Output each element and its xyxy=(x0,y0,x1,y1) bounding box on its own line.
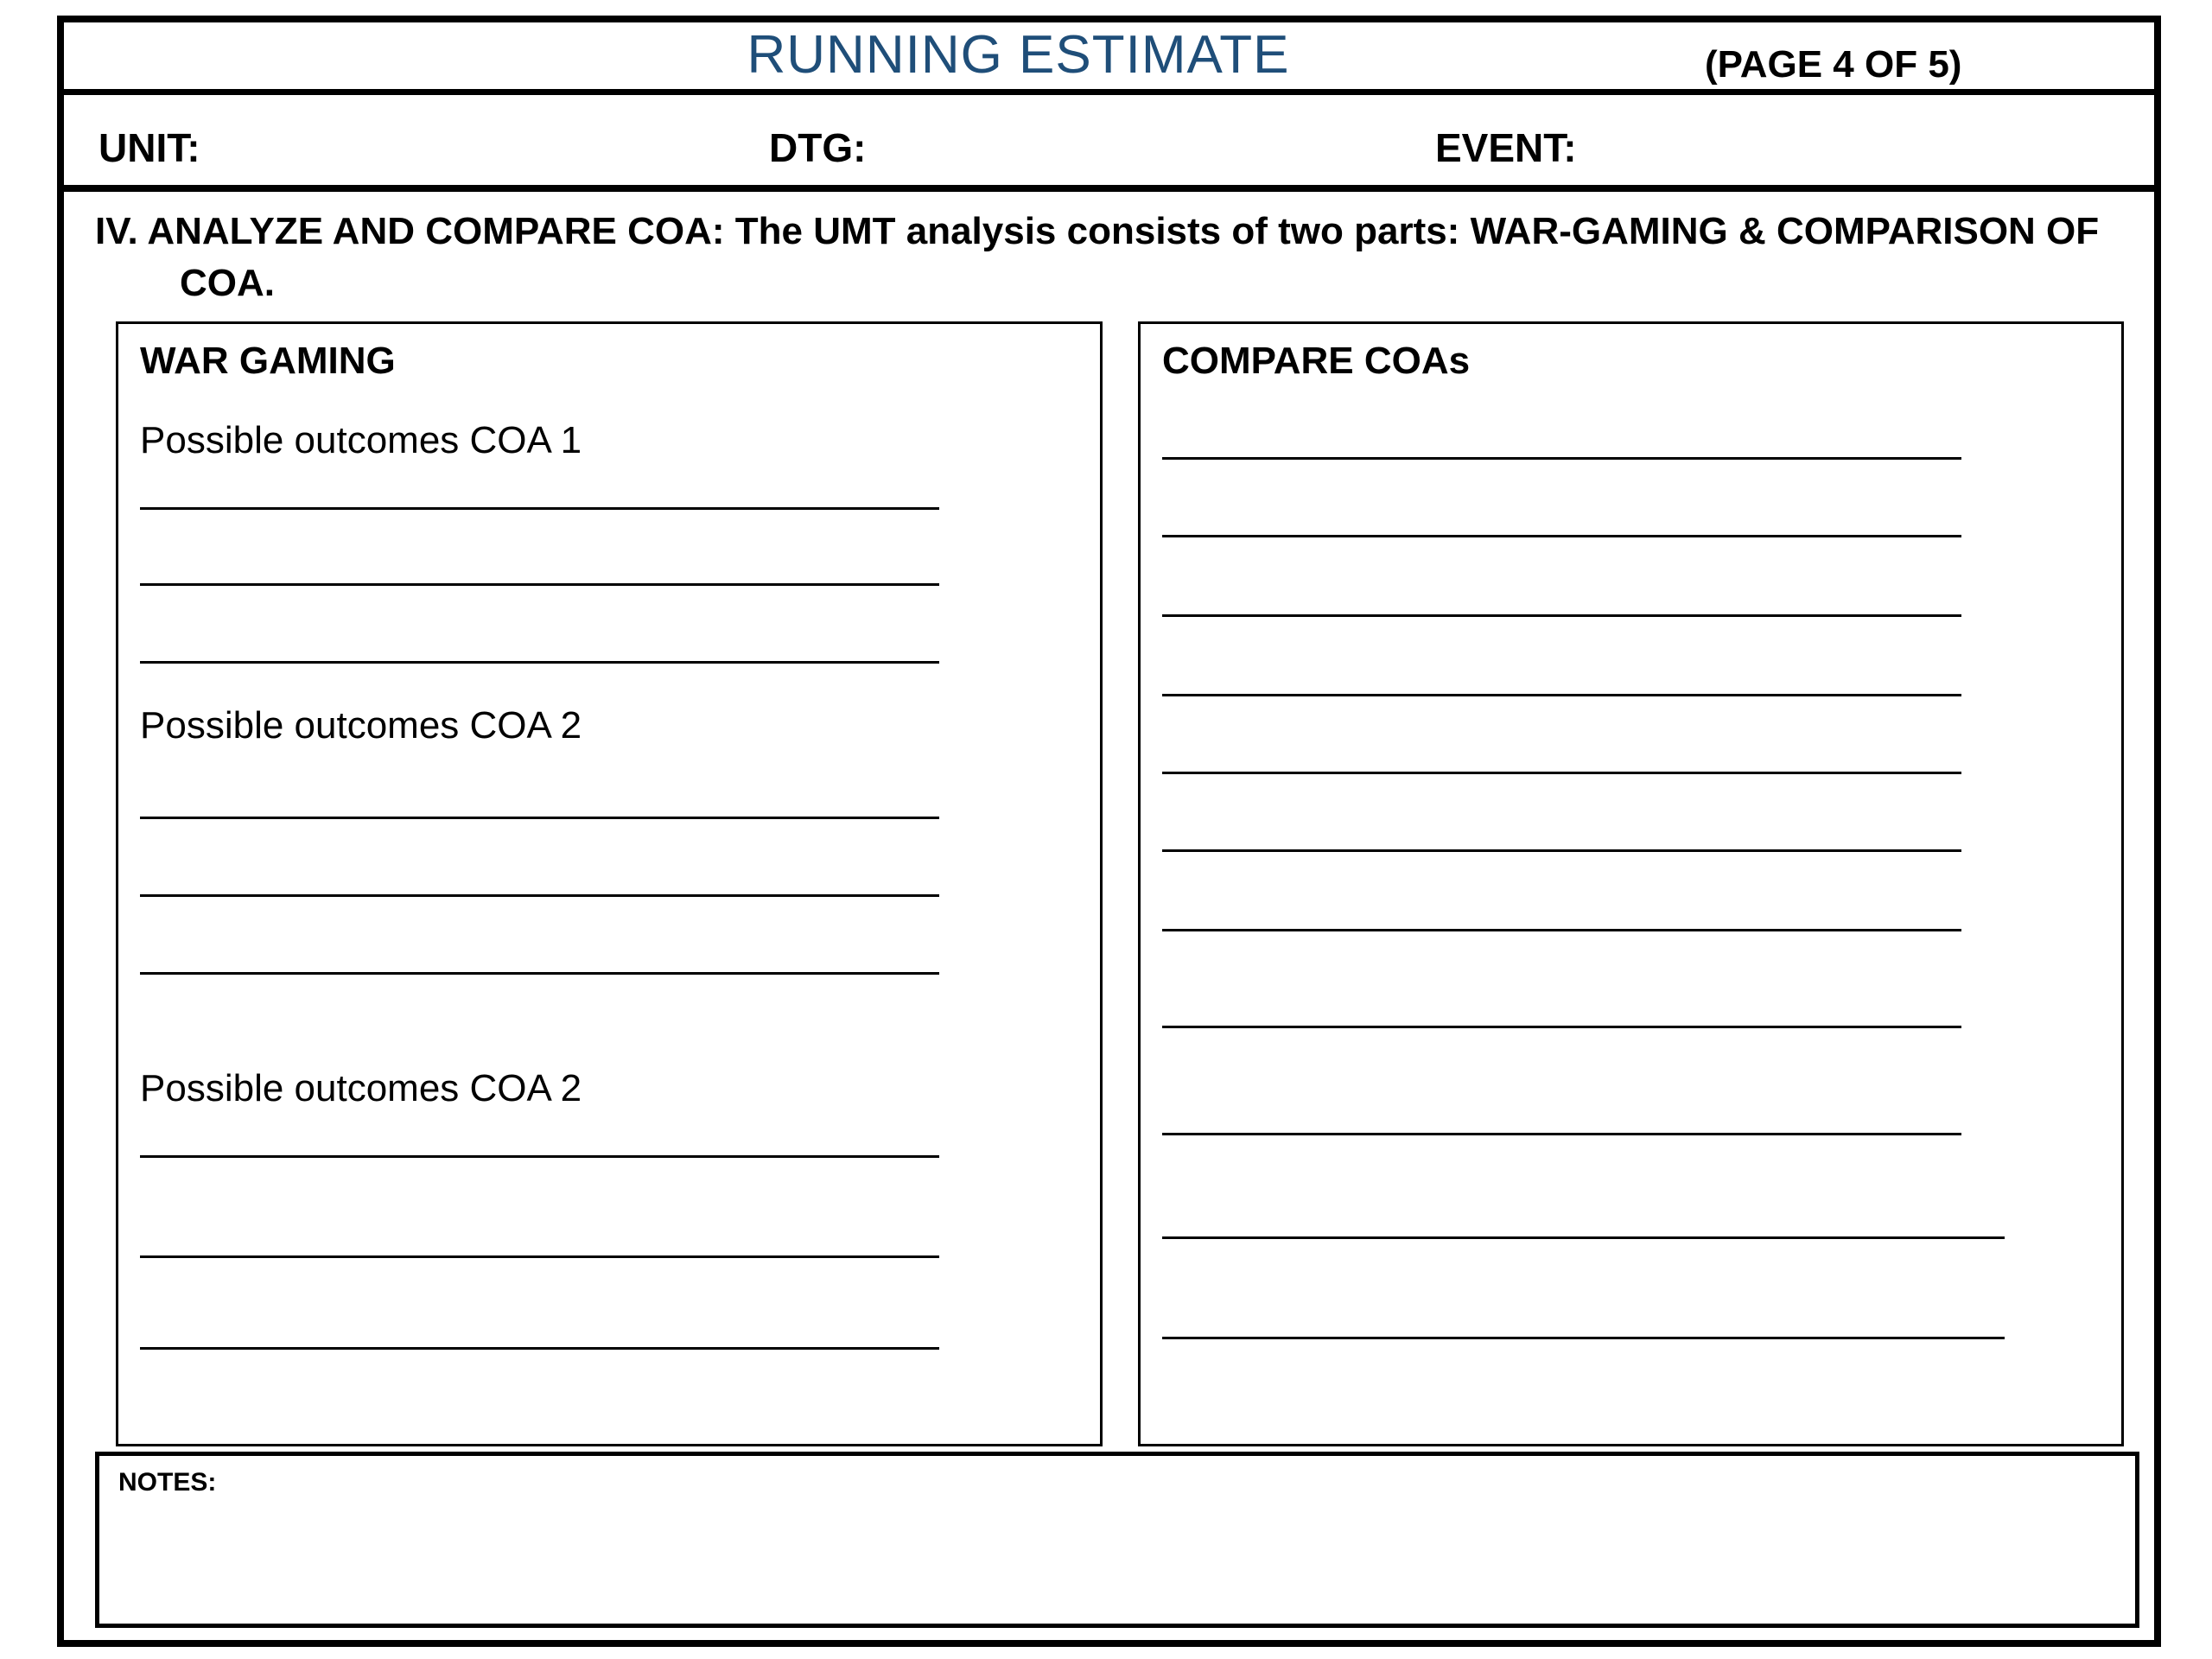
coa-1-write-line[interactable] xyxy=(140,507,939,510)
compare-coas-panel xyxy=(1138,321,2124,1446)
form-title: RUNNING ESTIMATE xyxy=(747,25,1290,85)
section-heading xyxy=(95,206,2100,309)
compare-write-line[interactable] xyxy=(1162,457,1961,460)
dtg-label: DTG: xyxy=(769,125,867,170)
page-indicator: (PAGE 4 OF 5) xyxy=(1705,43,1962,86)
compare-write-line[interactable] xyxy=(1162,694,1961,696)
running-estimate-form xyxy=(57,16,2161,1647)
coa-2-write-line[interactable] xyxy=(140,894,939,897)
notes-box[interactable] xyxy=(95,1452,2139,1628)
section-heading-line2: COA. xyxy=(180,262,275,304)
coa-1-write-line[interactable] xyxy=(140,661,939,664)
coa-3-label: Possible outcomes COA 2 xyxy=(140,1067,582,1109)
coa-1-write-line[interactable] xyxy=(140,583,939,586)
coa-2-label: Possible outcomes COA 2 xyxy=(140,704,582,747)
event-label: EVENT: xyxy=(1435,125,1577,170)
coa-1-label: Possible outcomes COA 1 xyxy=(140,419,582,461)
compare-write-line[interactable] xyxy=(1162,1026,1961,1028)
coa-3-write-line[interactable] xyxy=(140,1347,939,1350)
compare-coas-title: COMPARE COAs xyxy=(1162,340,1471,382)
coa-3-write-line[interactable] xyxy=(140,1155,939,1158)
section-heading-line1: IV. ANALYZE AND COMPARE COA: The UMT analysis consists of two parts: WAR-GAMING & COMPARISON OF xyxy=(95,210,2100,252)
compare-write-line[interactable] xyxy=(1162,1337,2005,1339)
compare-write-line[interactable] xyxy=(1162,772,1961,774)
compare-write-line[interactable] xyxy=(1162,1236,2005,1239)
coa-2-write-line[interactable] xyxy=(140,972,939,975)
coa-2-write-line[interactable] xyxy=(140,817,939,819)
compare-write-line[interactable] xyxy=(1162,614,1961,617)
war-gaming-panel xyxy=(116,321,1103,1446)
notes-label: NOTES: xyxy=(118,1468,217,1497)
header-row xyxy=(64,95,2154,192)
compare-write-line[interactable] xyxy=(1162,535,1961,537)
war-gaming-title: WAR GAMING xyxy=(140,340,396,382)
unit-label: UNIT: xyxy=(99,125,200,170)
coa-3-write-line[interactable] xyxy=(140,1255,939,1258)
compare-write-line[interactable] xyxy=(1162,929,1961,931)
compare-write-line[interactable] xyxy=(1162,1133,1961,1135)
title-row xyxy=(64,22,2154,95)
compare-write-line[interactable] xyxy=(1162,849,1961,852)
